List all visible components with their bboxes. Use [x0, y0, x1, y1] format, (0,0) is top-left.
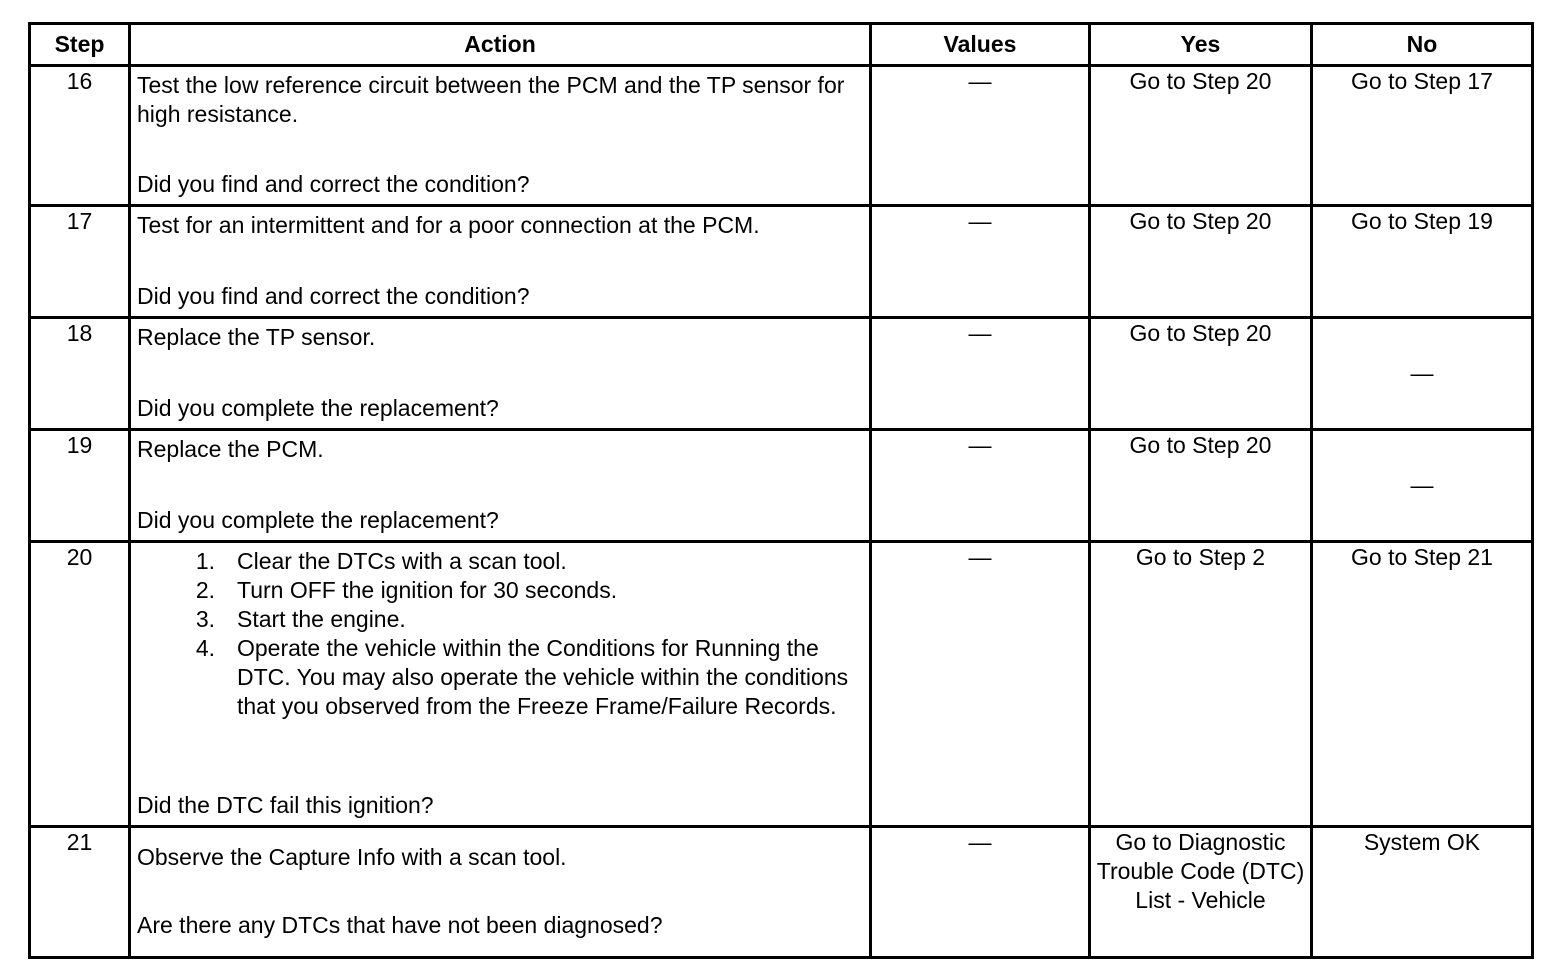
header-step: Step — [30, 24, 130, 66]
list-number: 3. — [195, 606, 215, 632]
table-row — [30, 430, 1533, 542]
no-cell: Go to Step 19 — [1312, 206, 1533, 318]
step-number: 16 — [30, 66, 130, 206]
list-item — [137, 547, 863, 576]
step-number: 18 — [30, 318, 130, 430]
yes-cell: Go to Step 20 — [1090, 206, 1312, 318]
action-question: Did you find and correct the condition? — [137, 171, 530, 197]
no-cell: — — [1312, 430, 1533, 542]
table-row — [30, 206, 1533, 318]
step-number: 20 — [30, 542, 130, 827]
action-question: Are there any DTCs that have not been diagnosed? — [137, 912, 663, 938]
header-values: Values — [871, 24, 1090, 66]
step-number: 17 — [30, 206, 130, 318]
list-text: Start the engine. — [237, 606, 406, 632]
action-question: Did you complete the replacement? — [137, 395, 499, 421]
action-text: Replace the TP sensor. — [137, 324, 376, 350]
action-text: Test the low reference circuit between the PCM and the TP sensor for high resistance. — [137, 72, 845, 127]
values-cell: — — [871, 206, 1090, 318]
yes-cell: Go to Step 20 — [1090, 318, 1312, 430]
values-cell: — — [871, 542, 1090, 827]
action-text: Observe the Capture Info with a scan tool. — [137, 844, 567, 870]
action-cell — [130, 66, 871, 206]
action-text: Test for an intermittent and for a poor connection at the PCM. — [137, 212, 760, 238]
action-cell — [130, 827, 871, 958]
procedure-list — [137, 547, 863, 721]
list-item — [137, 634, 863, 721]
values-cell: — — [871, 827, 1090, 958]
list-item — [137, 576, 863, 605]
action-cell — [130, 318, 871, 430]
header-yes: Yes — [1090, 24, 1312, 66]
yes-cell: Go to Step 20 — [1090, 66, 1312, 206]
list-text: Operate the vehicle within the Conditions for Running the DTC. You may also operate the vehicle within the conditions that you observed from the Freeze Frame/Failure Records. — [237, 635, 849, 719]
action-cell — [130, 430, 871, 542]
diagnostic-table — [28, 22, 1534, 959]
yes-cell: Go to Step 2 — [1090, 542, 1312, 827]
table-row — [30, 318, 1533, 430]
header-no: No — [1312, 24, 1533, 66]
step-number: 19 — [30, 430, 130, 542]
header-action: Action — [130, 24, 871, 66]
step-number: 21 — [30, 827, 130, 958]
no-cell: Go to Step 21 — [1312, 542, 1533, 827]
action-question: Did the DTC fail this ignition? — [137, 792, 434, 818]
yes-cell: Go to Step 20 — [1090, 430, 1312, 542]
action-question: Did you find and correct the condition? — [137, 283, 530, 309]
action-text: Replace the PCM. — [137, 436, 324, 462]
table-row — [30, 542, 1533, 827]
action-cell — [130, 542, 871, 827]
no-cell: System OK — [1312, 827, 1533, 958]
list-number: 1. — [195, 548, 215, 574]
list-text: Clear the DTCs with a scan tool. — [237, 548, 567, 574]
yes-cell: Go to Diagnostic Trouble Code (DTC) List - Vehicle — [1090, 827, 1312, 958]
list-text: Turn OFF the ignition for 30 seconds. — [237, 577, 618, 603]
action-cell — [130, 206, 871, 318]
values-cell: — — [871, 430, 1090, 542]
table-row — [30, 827, 1533, 958]
list-number: 2. — [195, 577, 215, 603]
values-cell: — — [871, 318, 1090, 430]
no-cell: Go to Step 17 — [1312, 66, 1533, 206]
list-number: 4. — [195, 635, 215, 661]
table-row — [30, 66, 1533, 206]
action-question: Did you complete the replacement? — [137, 507, 499, 533]
values-cell: — — [871, 66, 1090, 206]
list-item — [137, 605, 863, 634]
no-cell: — — [1312, 318, 1533, 430]
header-row — [30, 24, 1533, 66]
